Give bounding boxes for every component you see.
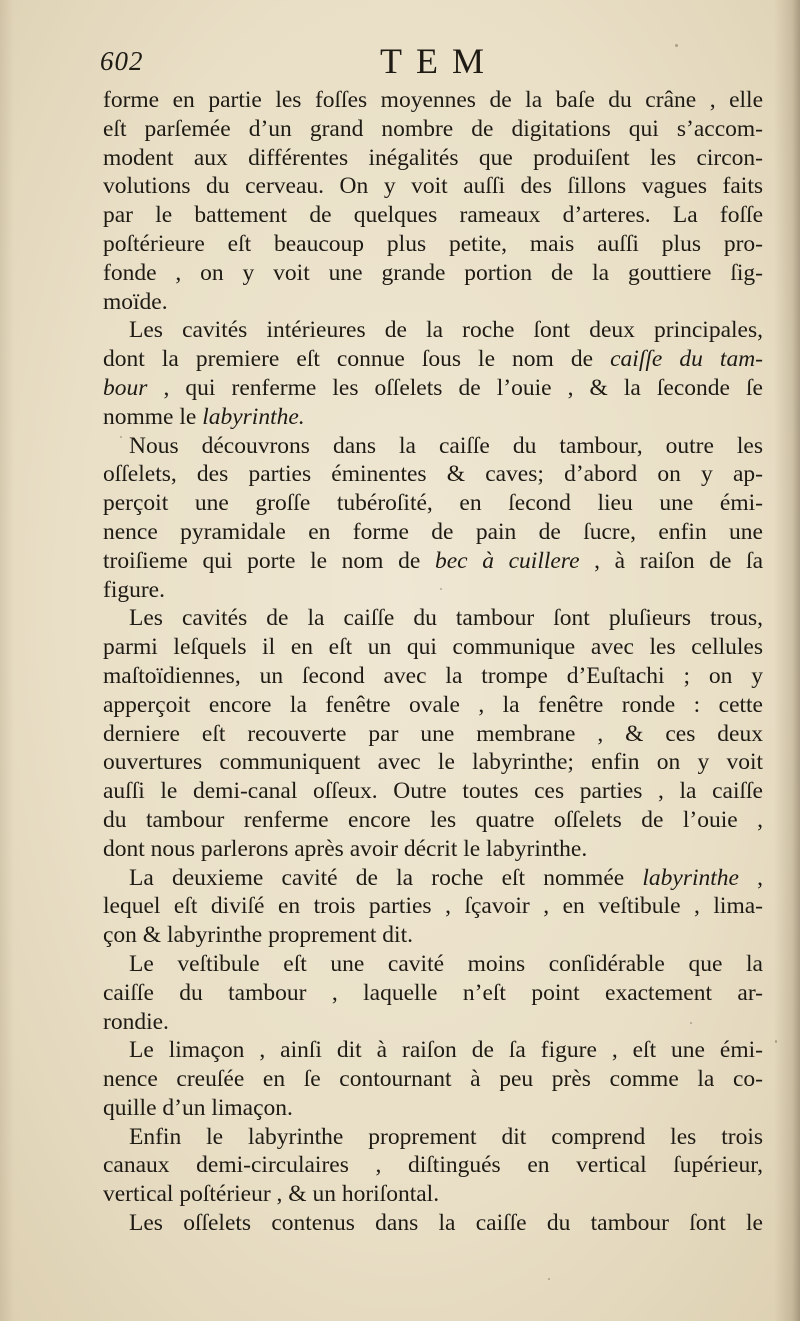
- running-head-title: TEM: [380, 41, 498, 81]
- line-text: vertical poſtérieur , & un horiſontal.: [103, 1181, 440, 1208]
- line-text: ,: [738, 864, 764, 891]
- body-text: [103, 86, 763, 1238]
- line-text: quille d’un limaçon.: [103, 1094, 293, 1121]
- text-line: [103, 576, 763, 605]
- text-line: [103, 1180, 763, 1209]
- line-text: Les cavités intérieures de la roche ſont deux principales,: [129, 317, 763, 344]
- line-text: dont nous parlerons après avoir décrit le labyrinthe.: [103, 835, 588, 862]
- text-line: [103, 1094, 763, 1123]
- text-line: [103, 950, 763, 979]
- line-text: derniere eſt recouverte par une membrane , & ces deux: [103, 720, 763, 747]
- text-line: [103, 259, 763, 288]
- running-head: [100, 40, 760, 84]
- line-text: modent aux différentes inégalités que produiſent les circon-: [103, 144, 763, 171]
- text-line: [103, 835, 763, 864]
- text-line: [103, 777, 763, 806]
- text-line: [103, 806, 763, 835]
- line-text: forme en partie les foſſes moyennes de la baſe du crâne , elle: [103, 87, 763, 113]
- text-line: [103, 1065, 763, 1094]
- text-line: [103, 144, 763, 173]
- line-text: Le limaçon , ainſi dit à raiſon de ſa figure , eſt une émi-: [129, 1037, 763, 1064]
- text-line: [103, 489, 763, 518]
- text-line: [103, 345, 763, 374]
- line-text: nence pyramidale en forme de pain de ſucre, enfin une: [103, 518, 763, 545]
- text-line: [103, 720, 763, 749]
- line-text: , à raiſon de ſa: [579, 547, 764, 574]
- line-text: çon & labyrinthe proprement dit.: [103, 922, 413, 949]
- line-text: dont la premiere eſt connue ſous le nom de: [103, 346, 611, 373]
- text-line: [103, 230, 763, 259]
- text-line: [103, 172, 763, 201]
- line-text: moïde.: [103, 288, 168, 315]
- text-line: [103, 86, 763, 115]
- line-text: maſtoïdiennes, un ſecond avec la trompe d’Euſtachi ; on y: [103, 662, 763, 689]
- text-line: [103, 316, 763, 345]
- line-text: troiſieme qui porte le nom de: [103, 547, 435, 574]
- line-text: Le veſtibule eſt une cavité moins conſidérable que la: [129, 950, 763, 977]
- text-line: [103, 547, 763, 576]
- line-text: ouvertures communiquent avec le labyrinthe; enfin on y voit: [103, 749, 763, 776]
- line-text: nence creuſée en ſe contournant à peu près comme la co-: [103, 1066, 763, 1093]
- text-line: [103, 432, 763, 461]
- text-line: [103, 921, 763, 950]
- text-line: [103, 1008, 763, 1037]
- line-text: oſſelets, des parties éminentes & caves; d’abord on y ap-: [103, 461, 763, 488]
- line-text: par le battement de quelques rameaux d’arteres. La foſſe: [103, 202, 763, 229]
- page-edge-shadow-right: [774, 0, 800, 1321]
- line-text: figure.: [103, 576, 165, 603]
- line-text: Enfin le labyrinthe proprement dit comprend les trois: [129, 1123, 763, 1150]
- italic-term: caiſſe du tam-: [610, 346, 763, 373]
- line-text: canaux demi-circulaires , diſtingués en vertical ſupérieur,: [103, 1152, 763, 1179]
- line-text: Les cavités de la caiſſe du tambour ſont pluſieurs trous,: [129, 605, 763, 632]
- line-text: , qui renferme les oſſelets de l’ouie , & la ſeconde ſe: [147, 374, 763, 401]
- text-line: [103, 1036, 763, 1065]
- text-line: [103, 288, 763, 317]
- text-line: [103, 604, 763, 633]
- text-line: [103, 201, 763, 230]
- text-line: [103, 460, 763, 489]
- text-line: [103, 1209, 763, 1238]
- italic-term: labyrinthe.: [202, 403, 305, 430]
- line-text: poſtérieure eſt beaucoup plus petite, mais auſſi plus pro-: [103, 230, 763, 257]
- text-line: [103, 374, 763, 403]
- text-line: [103, 518, 763, 547]
- text-line: [103, 979, 763, 1008]
- line-text: du tambour renferme encore les quatre oſſelets de l’ouie ,: [103, 806, 763, 833]
- line-text: perçoit une groſſe tubéroſité, en ſecond lieu une émi-: [103, 490, 763, 517]
- line-text: volutions du cerveau. On y voit auſſi des ſillons vagues faits: [103, 173, 763, 200]
- line-text: La deuxieme cavité de la roche eſt nommée: [129, 864, 643, 891]
- text-line: [103, 1151, 763, 1180]
- italic-term: bour: [103, 374, 148, 401]
- line-text: auſſi le demi-canal oſſeux. Outre toutes ces parties , la caiſſe: [103, 778, 763, 805]
- italic-term: bec à cuillere: [434, 547, 580, 574]
- text-line: [103, 633, 763, 662]
- text-line: [103, 1123, 763, 1152]
- line-text: fonde , on y voit une grande portion de la gouttiere ſig-: [103, 259, 763, 286]
- text-line: [103, 662, 763, 691]
- line-text: apperçoit encore la fenêtre ovale , la fenêtre ronde : cette: [103, 691, 763, 718]
- page-number: 602: [100, 46, 144, 76]
- text-line: [103, 691, 763, 720]
- line-text: rondie.: [103, 1008, 169, 1035]
- page-edge-shadow-left: [0, 0, 14, 1321]
- line-text: lequel eſt diviſé en trois parties , ſçavoir , en veſtibule , lima-: [103, 893, 763, 920]
- text-line: [103, 115, 763, 144]
- text-line: [103, 892, 763, 921]
- text-line: [103, 864, 763, 893]
- line-text: nomme le: [103, 403, 203, 430]
- line-text: eſt parſemée d’un grand nombre de digitations qui s’accom-: [103, 115, 763, 142]
- line-text: caiſſe du tambour , laquelle n’eſt point exactement ar-: [103, 979, 763, 1006]
- text-line: [103, 403, 763, 432]
- line-text: Les oſſelets contenus dans la caiſſe du tambour ſont le: [129, 1210, 763, 1237]
- line-text: parmi leſquels il en eſt un qui communique avec les cellules: [103, 634, 763, 661]
- italic-term: labyrinthe: [642, 864, 739, 891]
- text-line: [103, 748, 763, 777]
- line-text: Nous découvrons dans la caiſſe du tambour, outre les: [129, 432, 763, 459]
